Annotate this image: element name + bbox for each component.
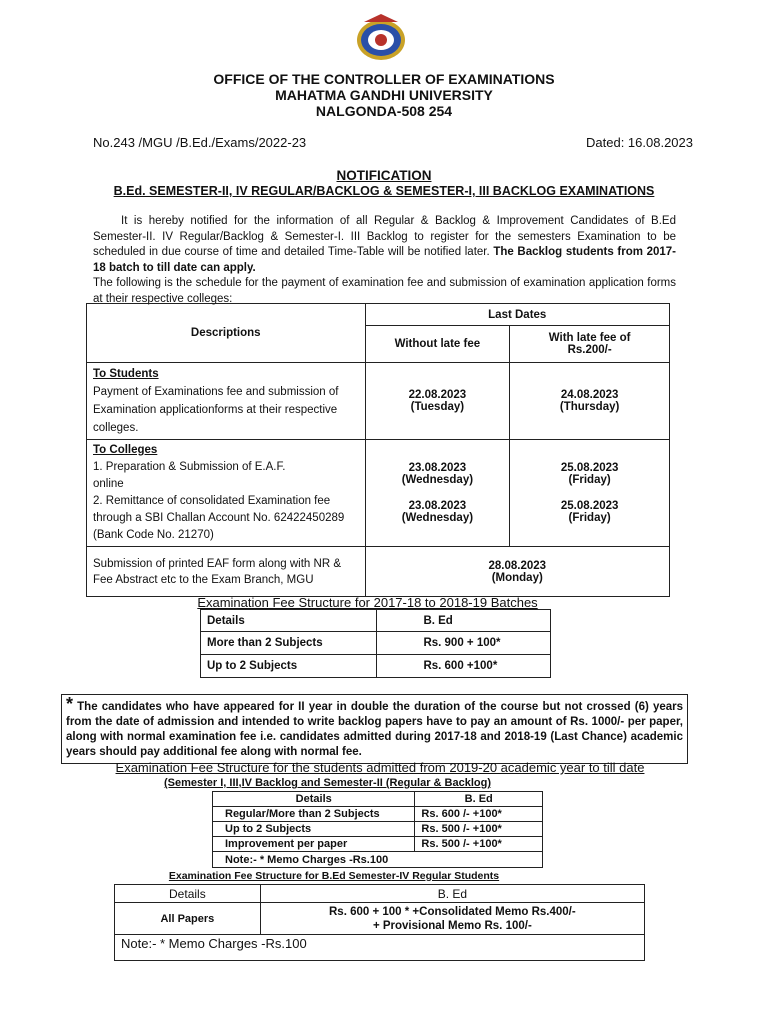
fee1-h-details: Details	[201, 610, 377, 632]
fee2-r3-label: Improvement per paper	[213, 837, 415, 852]
note-text: The candidates who have appeared for II year in double the duration of the course but not crossed (6) years from the date of admission and intended to write backlog papers have to pay an amount of Rs. 1000/- per paper, along with normal examination fee i.e. candidates admitted during 2017-18 and 2018-19 (Last Chance) academic years should pay additional fee along with normal fee.	[66, 701, 683, 758]
fee1-table	[200, 609, 551, 678]
fee3-r1-value-line2: + Provisional Memo Rs. 100/-	[372, 919, 532, 932]
fee2-h-details: Details	[213, 792, 415, 807]
note-box	[61, 694, 688, 764]
colleges-dates-2	[510, 440, 670, 547]
fee3-r1-value-line1: Rs. 600 + 100 * +Consolidated Memo Rs.400/-	[329, 905, 576, 918]
c1-date-2: 25.08.2023	[560, 462, 619, 474]
colleges-cell	[87, 440, 366, 547]
fee2-note: Note:- * Memo Charges -Rs.100	[213, 852, 543, 868]
fee2-h-bed: B. Ed	[415, 792, 543, 807]
university-location: NALGONDA-508 254	[315, 103, 453, 119]
fee2-table	[212, 791, 543, 868]
students-date-1-value: 22.08.2023	[408, 389, 467, 401]
reference-number: No.243 /MGU /B.Ed./Exams/2022-23	[93, 135, 307, 150]
schedule-table	[86, 303, 670, 597]
fee2-title: Examination Fee Structure for the students admitted from 2019-20 academic year to till date	[115, 760, 645, 775]
submission-date-cell	[365, 547, 670, 597]
university-logo	[350, 12, 412, 62]
fee3-note: Note:- * Memo Charges -Rs.100	[115, 935, 645, 961]
fee3-r1-value	[260, 903, 644, 935]
students-date-2-day: (Thursday)	[559, 401, 620, 413]
col-last-dates: Last Dates	[365, 304, 670, 326]
notification-title: NOTIFICATION	[336, 168, 432, 183]
fee1-r2-label: Up to 2 Subjects	[201, 655, 377, 678]
colleges-heading: To Colleges	[93, 444, 158, 456]
c2-date-1-day: (Wednesday)	[401, 512, 474, 524]
fee1-r1-value: Rs. 900 + 100*	[377, 632, 551, 655]
fee3-h-details: Details	[115, 885, 261, 903]
students-heading: To Students	[93, 368, 159, 380]
submission-date: 28.08.2023	[488, 559, 547, 572]
fee2-r3-value: Rs. 500 /- +100*	[415, 837, 543, 852]
c2-date-2: 25.08.2023	[560, 500, 619, 512]
intro-text: It is hereby notified for the information of all Regular & Backlog & Improvement Candidates of B.Ed Semester-II. IV Regular/Backlog & Semester-I. III Backlog to register for the semesters Examination to be scheduled in due course of time and detailed Time-Table will be notified later.	[93, 215, 676, 258]
submission-day: (Monday)	[491, 571, 543, 584]
fee1-title: Examination Fee Structure for 2017-18 to 2018-19 Batches	[197, 595, 538, 610]
fee3-h-bed: B. Ed	[260, 885, 644, 903]
fee3-table	[114, 884, 645, 961]
fee2-r1-label: Regular/More than 2 Subjects	[213, 807, 415, 822]
colleges-item-2: 2. Remittance of consolidated Examination fee through a SBI Challan Account No. 62422450289 (Bank Code No. 21270)	[93, 495, 345, 541]
intro-paragraph	[93, 214, 676, 307]
notification-subtitle: B.Ed. SEMESTER-II, IV REGULAR/BACKLOG & SEMESTER-I, III BACKLOG EXAMINATIONS	[113, 184, 655, 198]
schedule-intro: The following is the schedule for the payment of examination fee and submission of examination application forms at their respective colleges:	[93, 277, 676, 305]
fee2-subtitle: (Semester I, III,IV Backlog and Semester-II (Regular & Backlog)	[163, 777, 492, 789]
note-star: *	[66, 694, 74, 714]
c1-date-2-day: (Friday)	[568, 474, 611, 486]
fee2-r1-value: Rs. 600 /- +100*	[415, 807, 543, 822]
colleges-dates-1	[365, 440, 510, 547]
students-cell	[87, 363, 366, 440]
colleges-item-1: 1. Preparation & Submission of E.A.F. online	[93, 461, 286, 490]
submission-text: Submission of printed EAF form along with NR & Fee Abstract etc to the Exam Branch, MGU	[87, 547, 366, 597]
c2-date-2-day: (Friday)	[568, 512, 611, 524]
c1-date-1: 23.08.2023	[408, 462, 467, 474]
students-text: Payment of Examinations fee and submission of Examination applicationforms at their respective colleges.	[93, 386, 339, 434]
students-date-2-value: 24.08.2023	[560, 389, 619, 401]
fee3-r1-label: All Papers	[115, 903, 261, 935]
dated: Dated: 16.08.2023	[586, 135, 693, 150]
students-date-1	[365, 363, 510, 440]
col-with-late-fee: With late fee of Rs.200/-	[510, 326, 670, 363]
intro-bold: The Backlog students from 2017-18 batch to till date can apply.	[93, 246, 677, 274]
c2-date-1: 23.08.2023	[408, 500, 467, 512]
fee3-title: Examination Fee Structure for B.Ed Semester-IV Regular Students	[168, 870, 500, 882]
c1-date-1-day: (Wednesday)	[401, 474, 474, 486]
office-title: OFFICE OF THE CONTROLLER OF EXAMINATIONS	[213, 71, 555, 87]
col-descriptions: Descriptions	[87, 304, 366, 363]
fee2-r2-label: Up to 2 Subjects	[213, 822, 415, 837]
fee1-r1-label: More than 2 Subjects	[201, 632, 377, 655]
students-date-2	[510, 363, 670, 440]
fee1-h-bed: B. Ed	[377, 610, 551, 632]
fee2-r2-value: Rs. 500 /- +100*	[415, 822, 543, 837]
students-date-1-day: (Tuesday)	[410, 401, 465, 413]
university-name: MAHATMA GANDHI UNIVERSITY	[275, 87, 493, 103]
col-without-late-fee: Without late fee	[365, 326, 510, 363]
fee1-r2-value: Rs. 600 +100*	[377, 655, 551, 678]
